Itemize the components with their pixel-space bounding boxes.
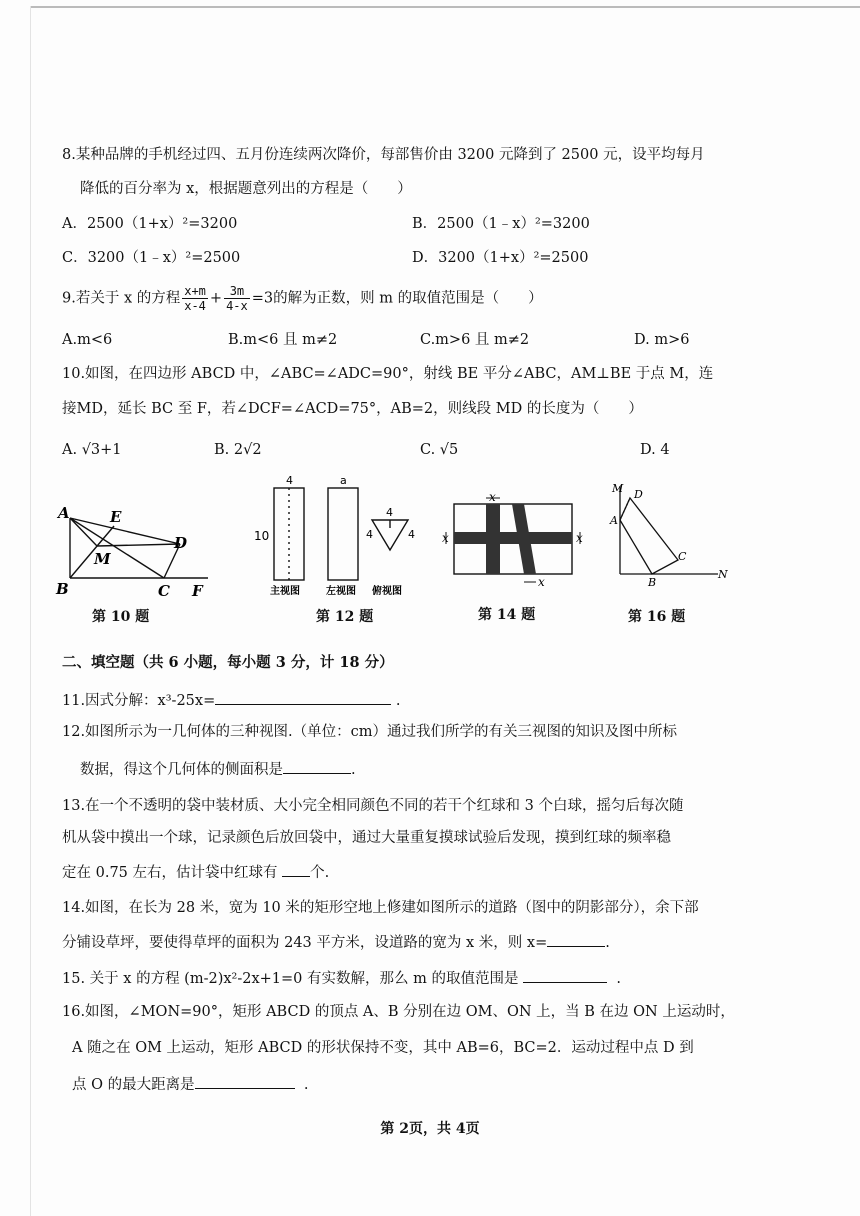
q8-option-b: B．2500（1﹣x）²=3200 [412,216,590,232]
fig16-label-m: M [612,482,624,495]
fig14-label-bottom: x [538,575,545,589]
q14-tail: . [605,935,610,951]
q10-line1: 10.如图，在四边形 ABCD 中，∠ABC=∠ADC=90°，射线 BE 平分∠ABC，AM⊥BE 于点 M，连 [62,366,714,382]
fig16-label-b: B [648,576,657,589]
q16-line1: 16.如图，∠MON=90°，矩形 ABCD 的顶点 A、B 分别在边 OM、ON 上，当 B 在边 ON 上运动时， [62,1004,735,1020]
q9-frac2-denominator: 4-x [226,299,248,313]
q12-text: 数据，得这个几何体的侧面积是 [80,762,283,778]
q8-line1: 8.某种品牌的手机经过四、五月份连续两次降价，每部售价由 3200 元降到了 2500 元，设平均每月 [62,147,705,163]
q12-tail: . [351,762,356,778]
fig16-label-n: N [718,568,728,581]
fig14-label-top: x [489,490,496,504]
q13-line1: 13.在一个不透明的袋中装材质、大小完全相同颜色不同的若干个红球和 3 个白球，摇匀后每次随 [62,798,684,814]
fig16-caption: 第 16 题 [628,609,686,625]
fig10-label-m: M [94,550,111,568]
fig12-dim-side-left: 4 [366,528,373,541]
q9-option-c: C.m>6 且 m≠2 [420,332,530,348]
fig14-caption: 第 14 题 [478,607,536,623]
q9-option-d: D. m>6 [634,332,690,348]
q16-line3 [72,1074,308,1095]
q8-option-c: C．3200（1﹣x）²=2500 [62,250,241,266]
q12-line1: 12.如图所示为一几何体的三种视图.（单位：cm）通过我们所学的有关三视图的知识及图中所标 [62,724,678,740]
q10-option-d: D. 4 [640,442,670,458]
q8-line2: 降低的百分率为 x，根据题意列出的方程是（ ） [80,181,412,197]
q8-option-a: A．2500（1+x）²=3200 [62,216,238,232]
q9-frac2-numerator: 3m [224,284,250,299]
q14-line2 [62,932,610,953]
q16-text: 点 O 的最大距离是 [72,1077,195,1093]
fig12-view-front: 主视图 [270,586,300,597]
q16-line2: A 随之在 OM 上运动，矩形 ABCD 的形状保持不变，其中 AB=6，BC=2．运动过程中点 D 到 [72,1040,694,1056]
figure-12 [250,470,430,598]
q15-line [62,968,621,989]
q13-tail: 个. [310,865,330,881]
section-2-heading: 二、填空题（共 6 小题，每小题 3 分，计 18 分） [62,654,394,671]
q12-answer-blank [283,759,351,774]
q16-answer-blank [195,1074,295,1089]
fig16-label-d: D [634,488,643,501]
fig10-label-c: C [158,582,170,600]
scan-left-edge [30,6,31,1216]
q9-prefix: 9.若关于 x 的方程 [62,290,181,307]
q10-line2: 接MD，延长 BC 至 F，若∠DCF=∠ACD=75°，AB=2，则线段 MD 的长度为（ ） [62,401,643,417]
q14-answer-blank [547,932,605,947]
q15-tail: . [616,971,621,987]
q9-fraction-1 [182,284,208,313]
fig12-caption: 第 12 题 [316,609,374,625]
figure-14 [440,490,590,590]
fig10-label-e: E [110,508,122,526]
fig16-label-c: C [678,550,687,563]
fig10-label-b: B [56,580,69,598]
fig12-view-top: 俯视图 [372,586,402,597]
q16-tail: . [303,1077,309,1093]
q9-option-b: B.m<6 且 m≠2 [228,332,338,348]
q15-text: 15. 关于 x 的方程 (m-2)x²-2x+1=0 有实数解，那么 m 的取值范围是 [62,971,519,987]
scan-top-edge [30,6,860,8]
fig12-view-left: 左视图 [326,586,356,597]
q13-line3 [62,862,329,883]
fig12-dim-top-view: 4 [386,506,393,519]
q12-line2 [80,759,356,780]
q13-line2: 机从袋中摸出一个球，记录颜色后放回袋中，通过大量重复摸球试验后发现，摸到红球的频率稳 [62,830,671,846]
q10-option-b: B. 2√2 [214,442,262,458]
q10-option-a: A. √3+1 [62,442,122,458]
q14-text: 分铺设草坪，要使得草坪的面积为 243 平方米，设道路的宽为 x 米，则 x= [62,935,548,951]
q9-line [62,284,543,313]
fig14-label-right: x [576,531,583,545]
fig10-label-a: A [58,504,70,522]
q11-line [62,690,400,711]
fig12-dim-top-left: a [340,474,347,487]
q10-option-c: C. √5 [420,442,459,458]
q13-text: 定在 0.75 左右，估计袋中红球有 [62,865,278,881]
q9-frac1-denominator: x-4 [184,299,206,313]
q11-text: 11.因式分解：x³-25x= [62,693,216,709]
q9-fraction-2 [224,284,250,313]
fig10-label-d: D [174,534,188,552]
q13-answer-blank [282,862,310,877]
q9-option-a: A.m<6 [62,332,113,348]
q11-answer-blank [215,690,391,705]
figure-16 [600,480,730,590]
fig12-dim-top-main: 4 [286,474,293,487]
figure-10 [52,500,222,600]
page-footer: 第 2页，共 4页 [380,1121,480,1137]
q9-plus: + [209,290,223,307]
q9-frac1-numerator: x+m [184,284,206,298]
fig12-dim-side-right: 4 [408,528,415,541]
q11-tail: . [395,693,401,709]
q9-suffix: =3的解为正数，则 m 的取值范围是（ ） [251,290,543,307]
fig14-label-left: x [442,531,449,545]
q14-line1: 14.如图，在长为 28 米，宽为 10 米的矩形空地上修建如图所示的道路（图中的阴影部分），余下部 [62,900,699,916]
fig12-dim-height: 10 [254,529,270,543]
fig16-label-a: A [610,514,618,527]
fig10-caption: 第 10 题 [92,609,150,625]
fig10-label-f: F [192,582,203,600]
q15-answer-blank [523,968,607,983]
q8-option-d: D．3200（1+x）²=2500 [412,250,589,266]
